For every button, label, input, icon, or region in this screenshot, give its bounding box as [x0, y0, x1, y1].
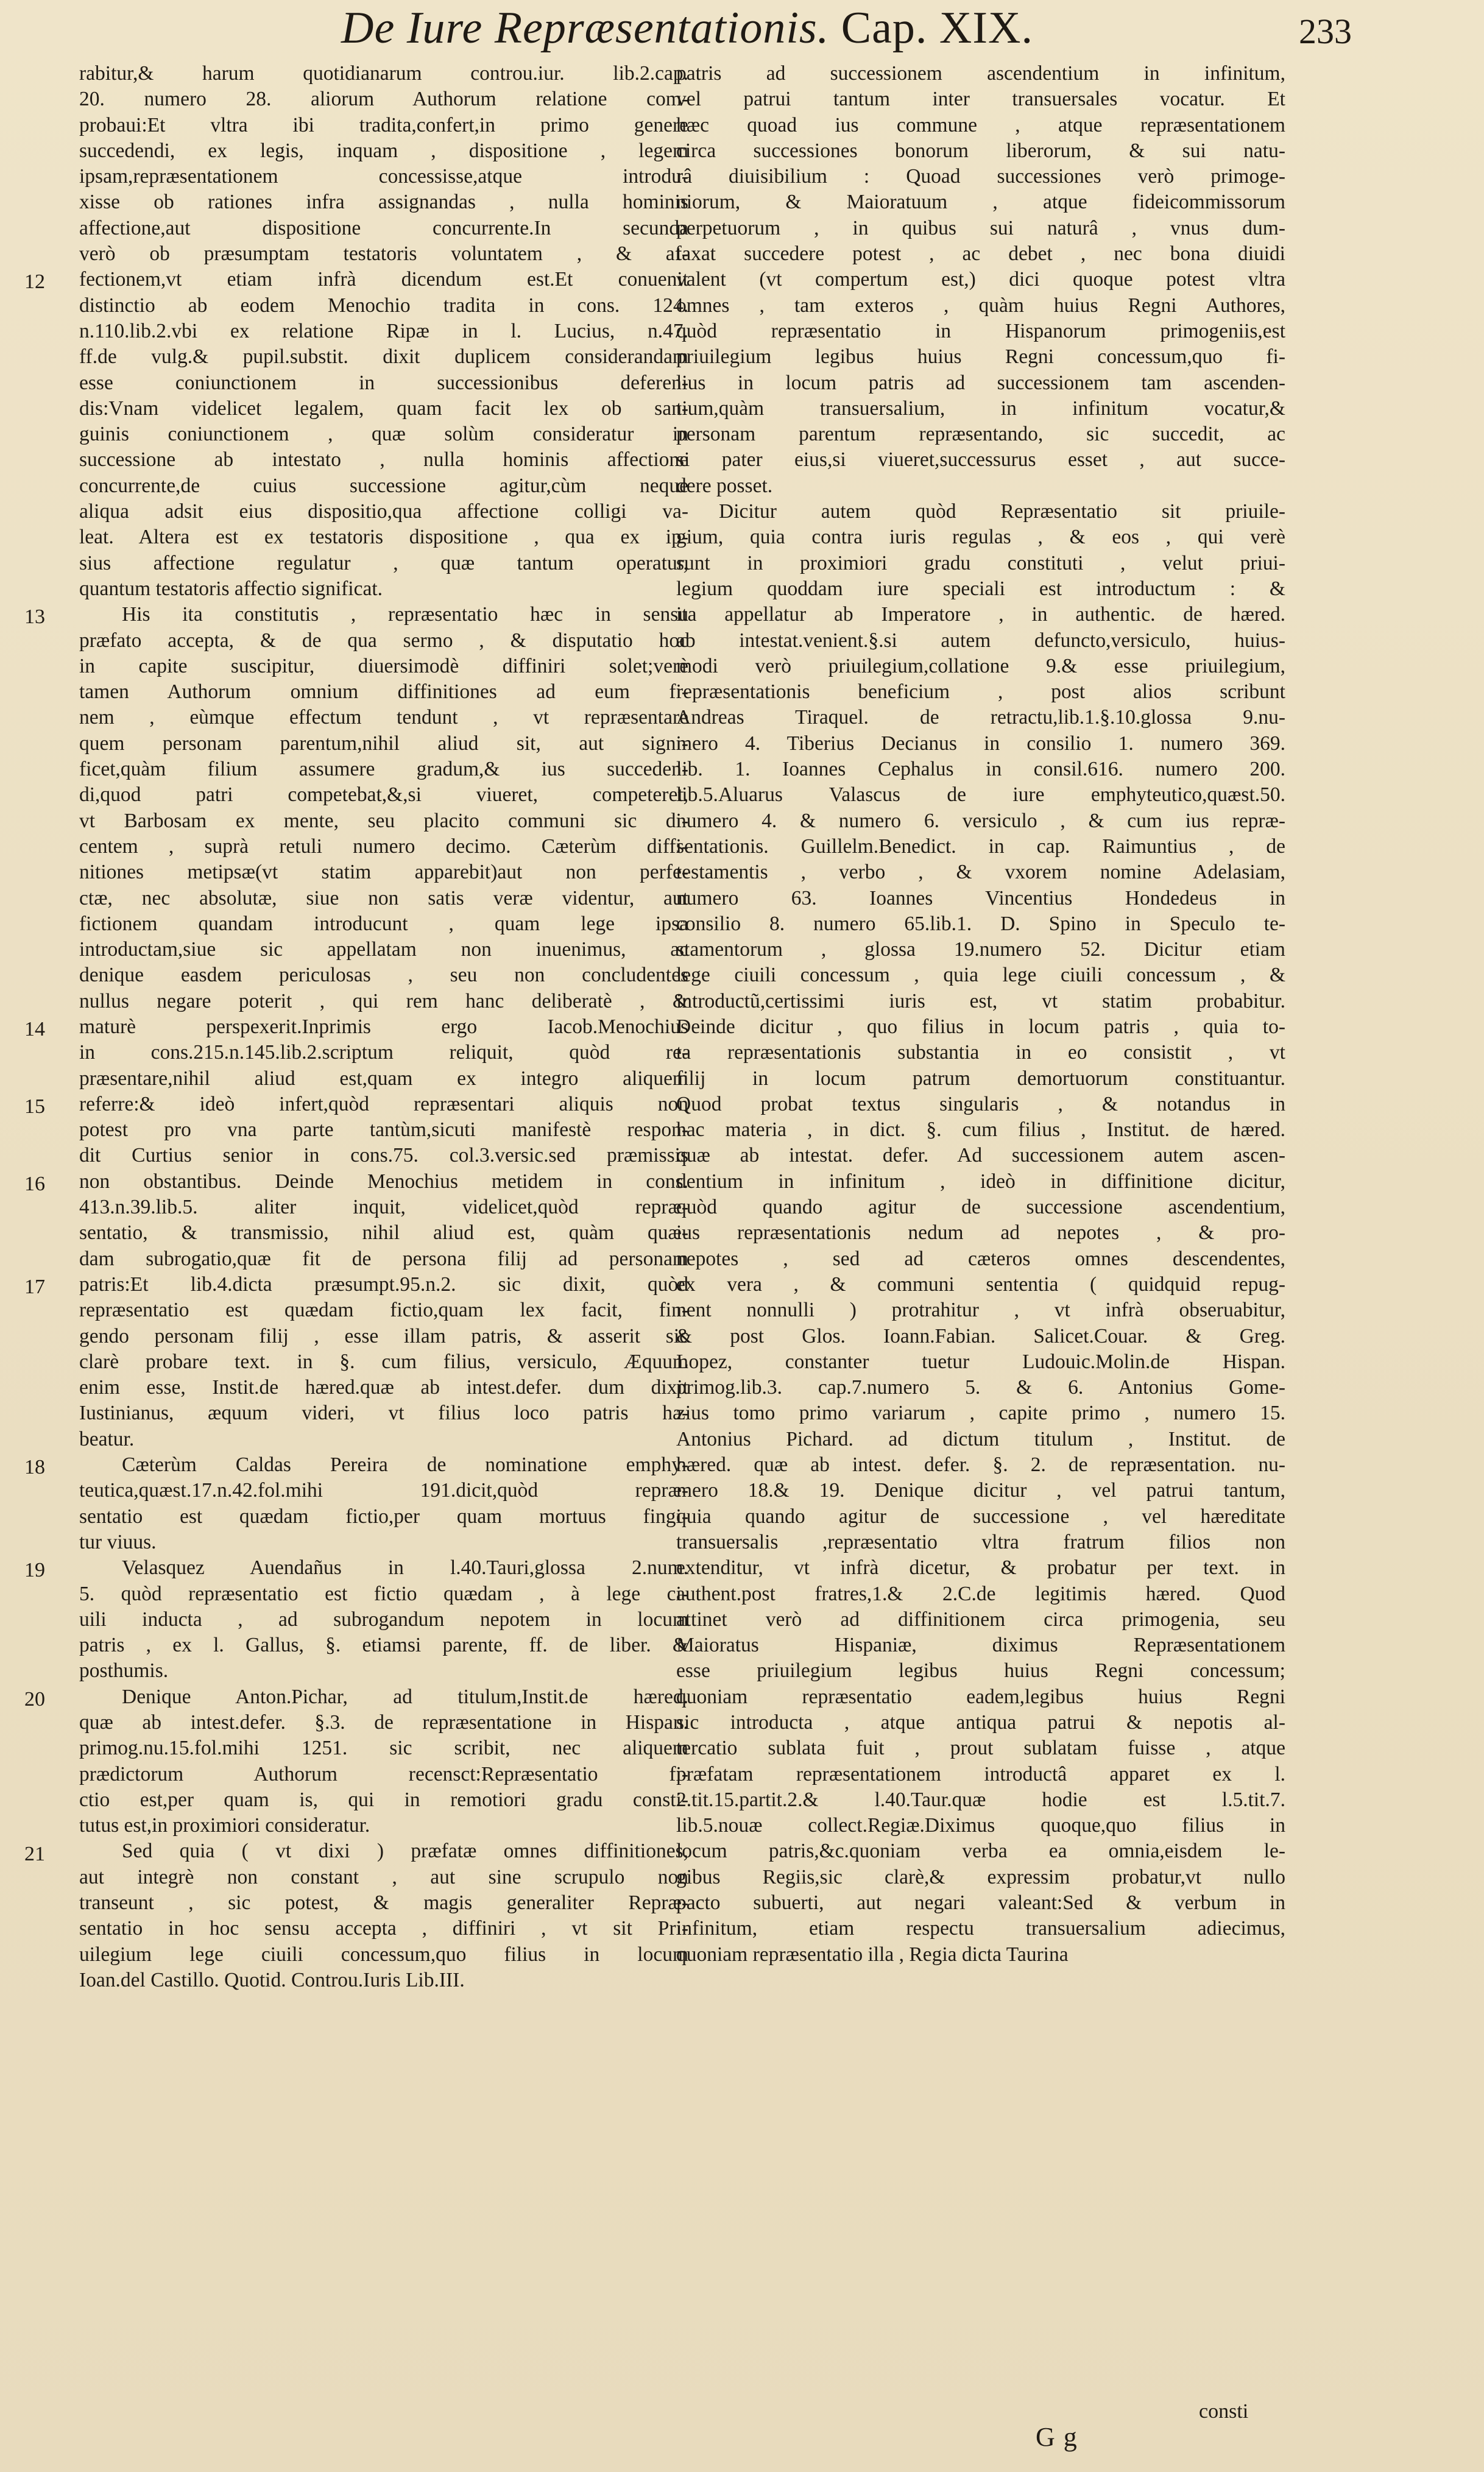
text-line: esse coniunctionem in successionibus deferen- [79, 371, 688, 394]
text-line: sentatio, & transmissio, nihil aliud est, quàm quæ- [79, 1221, 688, 1245]
text-line: tur viuus. [79, 1530, 157, 1553]
text-line: mero 4. Tiberius Decianus in consilio 1. numero 369. [676, 732, 1285, 755]
text-line: in cons.215.n.145.lib.2.scriptum reliquit, quòd re- [79, 1041, 688, 1064]
page-header [0, 0, 1484, 67]
text-line: numero 4. & numero 6. versiculo , & cum ius repræ- [676, 809, 1285, 832]
catchword: consti [1199, 2400, 1249, 2423]
text-line: ipsam,repræsentationem concessisse,atque introdu- [79, 165, 688, 188]
text-line: circa successiones bonorum liberorum, & sui natu- [676, 139, 1285, 162]
margin-number: 15 [24, 1095, 45, 1118]
text-line: nepotes , sed ad cæteros omnes descendentes, [676, 1247, 1285, 1270]
text-line: probaui:Et vltra ibi tradita,confert,in primo genere [79, 113, 688, 136]
text-line: lius in locum patris ad successionem tam ascenden- [676, 371, 1285, 394]
text-line: ius repræsentationis nedum ad nepotes , & pro- [676, 1221, 1285, 1245]
text-line: Maioratus Hispaniæ, diximus Repræsentationem [676, 1634, 1285, 1657]
text-line: distinctio ab eodem Menochio tradita in cons. 124. [79, 294, 688, 317]
text-line: concurrente,de cuius successione agitur,cùm neque [79, 474, 688, 497]
text-line: vt Barbosam ex mente, seu placito communi sic di- [79, 809, 688, 832]
text-line: râ diuisibilium : Quoad successiones verò primoge- [676, 165, 1285, 188]
text-line: extenditur, vt infrà dicetur, & probatur per text. in [676, 1556, 1285, 1580]
signature-mark: Gg [1036, 2422, 1086, 2452]
text-line: transeunt , sic potest, & magis generaliter Repræ- [79, 1891, 688, 1915]
text-line: non obstantibus. Deinde Menochius metidem in cons. [79, 1170, 688, 1193]
text-line: Andreas Tiraquel. de retractu,lib.1.§.10.glossa 9.nu- [676, 706, 1285, 729]
text-line: Deinde dicitur , quo filius in locum patris , quia to- [676, 1015, 1285, 1038]
text-line: Dicitur autem quòd Repræsentatio sit priuile- [719, 500, 1285, 523]
text-line: tercatio sublata fuit , prout sublatam fuisse , atque [676, 1737, 1285, 1760]
text-line: & post Glos. Ioann.Fabian. Salicet.Couar. & Greg. [676, 1324, 1285, 1347]
text-line: quem personam parentum,nihil aliud sit, aut signi- [79, 732, 688, 755]
text-line: taxat succedere potest , ac debet , nec bona diuidi [676, 242, 1285, 266]
text-line: guinis coniunctionem , quæ solùm consideratur in [79, 423, 688, 446]
text-line: patris ad successionem ascendentium in infinitum, [676, 62, 1285, 85]
text-line: præfato accepta, & de qua sermo , & disputatio hoc [79, 629, 688, 652]
text-line: Denique Anton.Pichar, ad titulum,Instit.de hæred. [122, 1685, 688, 1708]
text-line: modi verò priuilegium,collatione 9.& esse priuilegium, [676, 654, 1285, 677]
text-line: denique easdem periculosas , seu non concludentes [79, 964, 688, 987]
text-line: fictionem quandam introducunt , quam lege ipsa [79, 912, 688, 935]
text-line: primog.nu.15.fol.mihi 1251. sic scribit, nec aliquem [79, 1737, 688, 1760]
text-line: enim esse, Instit.de hæred.quæ ab intest.defer. dum dixit [79, 1376, 688, 1399]
left-column [79, 61, 688, 1993]
text-line: ita appellatur ab Imperatore , in authentic. de hæred. [676, 603, 1285, 626]
text-line: Iustinianus, æquum videri, vt filius loco patris ha- [79, 1402, 688, 1425]
text-line: tamen Authorum omnium diffinitiones ad eum fi- [79, 680, 688, 704]
text-line: teutica,quæst.17.n.42.fol.mihi 191.dicit,quòd repræ- [79, 1479, 688, 1502]
text-line: præfatam repræsentationem introductâ apparet ex l. [676, 1762, 1285, 1785]
text-line: valent (vt compertum est,) dici quoque potest vltra [676, 268, 1285, 291]
text-line: hæc quoad ius commune , atque repræsentationem [676, 113, 1285, 136]
text-line: lib.5.nouæ collect.Regiæ.Diximus quoque,quo filius in [676, 1814, 1285, 1837]
running-title: De Iure Repræsentationis. Cap. XIX. [341, 3, 1033, 53]
text-line: sunt in proximiori gradu constituti , velut priui- [676, 551, 1285, 574]
text-line: sentatio in hoc sensu accepta , diffiniri , vt sit Pri- [79, 1917, 688, 1940]
text-line: ff.de vulg.& pupil.substit. dixit duplicem considerandam [79, 345, 688, 369]
text-line: hac materia , in dict. §. cum filius , Institut. de hæred. [676, 1118, 1285, 1142]
text-line: successione ab intestato , nulla hominis affectione [79, 448, 688, 471]
text-line: filij in locum patrum demortuorum constituantur. [676, 1067, 1285, 1090]
text-line: authent.post fratres,1.& 2.C.de legitimis hæred. Quod [676, 1582, 1285, 1605]
page-number: 233 [1299, 12, 1352, 51]
text-line: patris:Et lib.4.dicta præsumpt.95.n.2. sic dixit, quòd [79, 1273, 688, 1296]
text-line: transuersalis ,repræsentatio vltra fratrum filios non [676, 1530, 1285, 1553]
text-line: potest pro vna parte tantùm,sicuti manifestè respon- [79, 1118, 688, 1142]
text-line: lege ciuili concessum , quia lege ciuili concessum , & [676, 964, 1285, 987]
margin-number: 21 [24, 1842, 45, 1865]
text-line: gibus Regiis,sic clarè,& expressim probatur,vt nullo [676, 1865, 1285, 1888]
margin-number: 20 [24, 1687, 45, 1711]
text-line: affectione,aut dispositione concurrente.In secunda [79, 216, 688, 239]
text-line: centem , suprà retuli numero decimo. Cæterùm diffi- [79, 835, 688, 858]
text-line: in capite suscipitur, diuersimodè diffiniri solet;verè [79, 654, 688, 677]
text-line: omnes , tam exteros , quàm huius Regni Authores, [676, 294, 1285, 317]
text-line: nitiones metipsæ(vt statim apparebit)aut non perfe- [79, 861, 688, 884]
text-line: numero 63. Ioannes Vincentius Hondedeus in [676, 886, 1285, 909]
text-line: rabitur,& harum quotidianarum controu.iur. lib.2.cap. [79, 62, 688, 85]
text-line: Ioan.del Castillo. Quotid. Controu.Iuris Lib.III. [79, 1968, 465, 1991]
text-line: His ita constitutis , repræsentatio hæc in sensu [122, 603, 688, 626]
text-line: quantum testatoris affectio significat. [79, 577, 383, 600]
text-line: personam parentum repræsentando, sic succedit, ac [676, 423, 1285, 446]
text-line: leat. Altera est ex testatoris dispositione , qua ex ip- [79, 526, 688, 549]
text-line: quæ ab intest.defer. §.3. de repræsentatione in Hispan. [79, 1711, 688, 1734]
text-line: præsentare,nihil aliud est,quam ex integro aliquem [79, 1067, 688, 1090]
text-line: Antonius Pichard. ad dictum titulum , Institut. de [676, 1427, 1285, 1450]
text-line: patris , ex l. Gallus, §. etiamsi parente, ff. de liber. & [79, 1634, 688, 1657]
text-line: nullus negare poterit , qui rem hanc deliberatè , & [79, 989, 688, 1012]
text-line: dentium in infinitum , ideò in diffinitione dicitur, [676, 1170, 1285, 1193]
text-line: esse priuilegium legibus huius Regni concessum; [676, 1659, 1285, 1683]
text-line: nem , eùmque effectum tendunt , vt repræsentare [79, 706, 688, 729]
text-line: Quod probat textus singularis , & notandus in [676, 1092, 1285, 1115]
text-line: referre:& ideò infert,quòd repræsentari aliquis non [79, 1092, 688, 1115]
text-line: dam subrogatio,quæ fit de persona filij ad personam [79, 1247, 688, 1270]
text-line: mero 18.& 19. Denique dicitur , vel patrui tantum, [676, 1479, 1285, 1502]
text-line: introductũ,certissimi iuris est, vt statim probabitur. [676, 989, 1285, 1012]
margin-number: 14 [24, 1018, 45, 1041]
margin-number: 19 [24, 1559, 45, 1582]
text-line: niorum, & Maioratuum , atque fideicommissorum [676, 191, 1285, 214]
text-line: consilio 8. numero 65.lib.1. D. Spino in Speculo te- [676, 912, 1285, 935]
text-line: introductam,siue sic appellatam non inuenimus, ac [79, 938, 688, 961]
text-line: sic introducta , atque antiqua patrui & nepotis al- [676, 1711, 1285, 1734]
margin-number: 18 [24, 1456, 45, 1479]
margin-number: 12 [24, 270, 45, 294]
text-line: xisse ob rationes infra assignandas , nulla hominis [79, 191, 688, 214]
text-line: Cæterùm Caldas Pereira de nominatione emphy- [122, 1453, 688, 1477]
text-line: quòd repræsentatio in Hispanorum primogeniis,est [676, 319, 1285, 342]
text-line: lib.5.Aluarus Valascus de iure emphyteutico,quæst.50. [676, 783, 1285, 807]
text-line: ficet,quàm filium assumere gradum,& ius succeden- [79, 758, 688, 781]
text-line: gium, quia contra iuris regulas , & eos , qui verè [676, 526, 1285, 549]
text-line: quæ ab intestat. defer. Ad successionem autem ascen- [676, 1144, 1285, 1167]
text-line: ex vera , & communi sententia ( quidquid repug- [676, 1273, 1285, 1296]
text-line: stamentorum , glossa 19.numero 52. Dicitur etiam [676, 938, 1285, 961]
text-line: legium quoddam iure speciali est introductum : & [676, 577, 1285, 600]
margin-number: 17 [24, 1276, 45, 1299]
right-column [676, 61, 1285, 1968]
text-line: ctio est,per quam is, qui in remotiori gradu consti- [79, 1788, 688, 1811]
text-line: infinitum, etiam respectu transuersalium adiecimus, [676, 1917, 1285, 1940]
text-line: si pater eius,si viueret,successurus esset , aut succe- [676, 448, 1285, 471]
text-line: n.110.lib.2.vbi ex relatione Ripæ in l. Lucius, n.47. [79, 319, 688, 342]
text-line: attinet verò ad diffinitionem circa primogenia, seu [676, 1608, 1285, 1631]
text-line: aut integrè non constant , aut sine scrupulo non [79, 1865, 688, 1888]
text-line: sius affectione regulatur , quæ tantum operatur, [79, 551, 688, 574]
text-line: Velasquez Auendañus in l.40.Tauri,glossa 2.num. [122, 1556, 688, 1580]
text-line: succedendi, ex legis, inquam , dispositione , legem [79, 139, 688, 162]
text-line: locum patris,&c.quoniam verba ea omnia,eisdem le- [676, 1840, 1285, 1863]
text-line: sentatio est quædam fictio,per quam mortuus fingi- [79, 1505, 688, 1528]
text-line: pacto subuerti, aut negari valeant:Sed & verbum in [676, 1891, 1285, 1915]
text-line: Sed quia ( vt dixi ) præfatæ omnes diffinitiones, [122, 1840, 688, 1863]
text-line: posthumis. [79, 1659, 169, 1683]
text-line: 20. numero 28. aliorum Authorum relatione com- [79, 88, 688, 111]
text-line: quòd quando agitur de successione ascendentium, [676, 1196, 1285, 1219]
text-line: lib. 1. Ioannes Cephalus in consil.616. numero 200. [676, 758, 1285, 781]
text-line: tium,quàm transuersalium, in infinitum vocatur,& [676, 397, 1285, 420]
text-line: quoniam repræsentatio eadem,legibus huius Regni [676, 1685, 1285, 1708]
text-line: ctæ, nec absolutæ, siue non satis veræ videntur, aut [79, 886, 688, 909]
text-line: gendo personam filij , esse illam patris, & asserit sic [79, 1324, 688, 1347]
text-line: zius tomo primo variarum , capite primo , numero 15. [676, 1402, 1285, 1425]
text-line: maturè perspexerit.Inprimis ergo Iacob.Menochius [79, 1015, 688, 1038]
text-line: di,quod patri competebat,&,si viueret, competeret, [79, 783, 688, 807]
text-line: nent nonnulli ) protrahitur , vt infrà obseruabitur, [676, 1299, 1285, 1322]
text-line: ab intestat.venient.§.si autem defuncto,versiculo, huius- [676, 629, 1285, 652]
text-line: primog.lib.3. cap.7.numero 5. & 6. Antonius Gome- [676, 1376, 1285, 1399]
text-line: uili inducta , ad subrogandum nepotem in locum [79, 1608, 688, 1631]
text-line: tutus est,in proximiori consideratur. [79, 1814, 370, 1837]
text-line: repræsentationis beneficium , post alios scribunt [676, 680, 1285, 704]
text-line: prædictorum Authorum recensct:Repræsentatio fi- [79, 1762, 688, 1785]
text-line: clarè probare text. in §. cum filius, versiculo, Æquum [79, 1350, 688, 1373]
text-line: Lopez, constanter tuetur Ludouic.Molin.de Hispan. [676, 1350, 1285, 1373]
text-line: fectionem,vt etiam infrà dicendum est.Et conuenit [79, 268, 688, 291]
text-line: perpetuorum , in quibus sui naturâ , vnus dum- [676, 216, 1285, 239]
text-line: testamentis , verbo , & vxorem nomine Adelasiam, [676, 861, 1285, 884]
text-line: sentationis. Guillelm.Benedict. in cap. Raimuntius , de [676, 835, 1285, 858]
text-line: 5. quòd repræsentatio est fictio quædam , à lege ci- [79, 1582, 688, 1605]
text-line: dis:Vnam videlicet legalem, quam facit lex ob san- [79, 397, 688, 420]
margin-number: 16 [24, 1172, 45, 1195]
text-line: beatur. [79, 1427, 135, 1450]
chapter-number: Cap. XIX. [841, 3, 1033, 53]
text-line: verò ob præsumptam testatoris voluntatem , & af- [79, 242, 688, 266]
text-line: dit Curtius senior in cons.75. col.3.versic.sed præmissis [79, 1144, 688, 1167]
text-line: ta repræsentationis substantia in eo consistit , vt [676, 1041, 1285, 1064]
margin-number: 13 [24, 606, 45, 629]
text-line: vel patrui tantum inter transuersales vocatur. Et [676, 88, 1285, 111]
text-line: aliqua adsit eius dispositio,qua affectione colligi va- [79, 500, 688, 523]
text-line: quoniam repræsentatio illa , Regia dicta Taurina [676, 1943, 1069, 1966]
text-line: dere posset. [676, 474, 773, 497]
text-line: quia quando agitur de successione , vel hæreditate [676, 1505, 1285, 1528]
text-line: priuilegium legibus huius Regni concessum,quo fi- [676, 345, 1285, 369]
text-line: 2.tit.15.partit.2.& l.40.Taur.quæ hodie est l.5.tit.7. [676, 1788, 1285, 1811]
text-line: hæred. quæ ab intest. defer. §. 2. de repræsentation. nu- [676, 1453, 1285, 1477]
text-line: 413.n.39.lib.5. aliter inquit, videlicet,quòd repræ- [79, 1196, 688, 1219]
text-line: repræsentatio est quædam fictio,quam lex facit, fin- [79, 1299, 688, 1322]
text-line: uilegium lege ciuili concessum,quo filius in locum [79, 1943, 688, 1966]
